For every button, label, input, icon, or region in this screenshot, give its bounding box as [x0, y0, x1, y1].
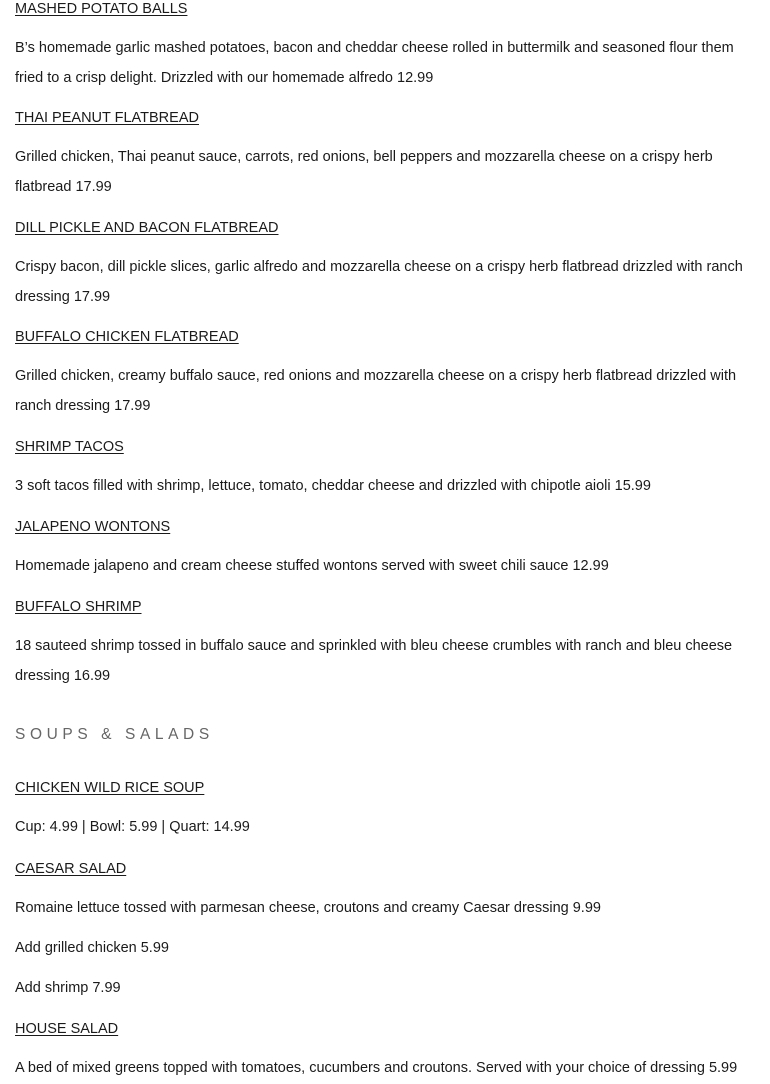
item-title-dill-pickle-bacon-flatbread: DILL PICKLE AND BACON FLATBREAD	[15, 220, 279, 236]
item-title-thai-peanut-flatbread: THAI PEANUT FLATBREAD	[15, 110, 199, 126]
section-heading-soups-salads: SOUPS & SALADS	[15, 726, 214, 743]
item-title-jalapeno-wontons: JALAPENO WONTONS	[15, 519, 171, 535]
item-title-chicken-wild-rice-soup: CHICKEN WILD RICE SOUP	[15, 780, 205, 796]
item-description-jalapeno-wontons: Homemade jalapeno and cream cheese stuffed wontons served with sweet chili sauce 12.99	[15, 558, 609, 574]
item-title-mashed-potato-balls: MASHED POTATO BALLS	[15, 1, 188, 17]
item-description-shrimp-tacos: 3 soft tacos filled with shrimp, lettuce, tomato, cheddar cheese and drizzled with chipotle aioli 15.99	[15, 478, 651, 494]
item-title-shrimp-tacos: SHRIMP TACOS	[15, 439, 124, 455]
item-description-caesar-salad: Romaine lettuce tossed with parmesan cheese, croutons and creamy Caesar dressing 9.99	[15, 900, 601, 916]
item-description-mashed-potato-balls: B’s homemade garlic mashed potatoes, bacon and cheddar cheese rolled in buttermilk and seasoned flour them fried to a crisp delight. Drizzled with our homemade alfredo 12.99	[15, 40, 734, 86]
item-description-dill-pickle-bacon-flatbread: Crispy bacon, dill pickle slices, garlic alfredo and mozzarella cheese on a crispy herb flatbread drizzled with ranch dressing 17.99	[15, 259, 743, 305]
addon-shrimp: Add shrimp 7.99	[15, 980, 121, 996]
item-title-house-salad: HOUSE SALAD	[15, 1021, 119, 1037]
item-title-caesar-salad: CAESAR SALAD	[15, 861, 127, 877]
item-title-buffalo-chicken-flatbread: BUFFALO CHICKEN FLATBREAD	[15, 329, 239, 345]
item-prices-chicken-wild-rice-soup: Cup: 4.99 | Bowl: 5.99 | Quart: 14.99	[15, 819, 250, 835]
item-description-house-salad: A bed of mixed greens topped with tomatoes, cucumbers and croutons. Served with your choice of dressing 5.99	[15, 1060, 738, 1076]
item-description-thai-peanut-flatbread: Grilled chicken, Thai peanut sauce, carrots, red onions, bell peppers and mozzarella cheese on a crispy herb flatbread 17.99	[15, 149, 713, 195]
item-description-buffalo-shrimp: 18 sauteed shrimp tossed in buffalo sauce and sprinkled with bleu cheese crumbles with ranch and bleu cheese dressing 16.99	[15, 638, 733, 684]
item-title-buffalo-shrimp: BUFFALO SHRIMP	[15, 599, 142, 615]
addon-grilled-chicken: Add grilled chicken 5.99	[15, 940, 169, 956]
item-description-buffalo-chicken-flatbread: Grilled chicken, creamy buffalo sauce, red onions and mozzarella cheese on a crispy herb flatbread drizzled with ranch dressing 17.99	[15, 368, 737, 414]
